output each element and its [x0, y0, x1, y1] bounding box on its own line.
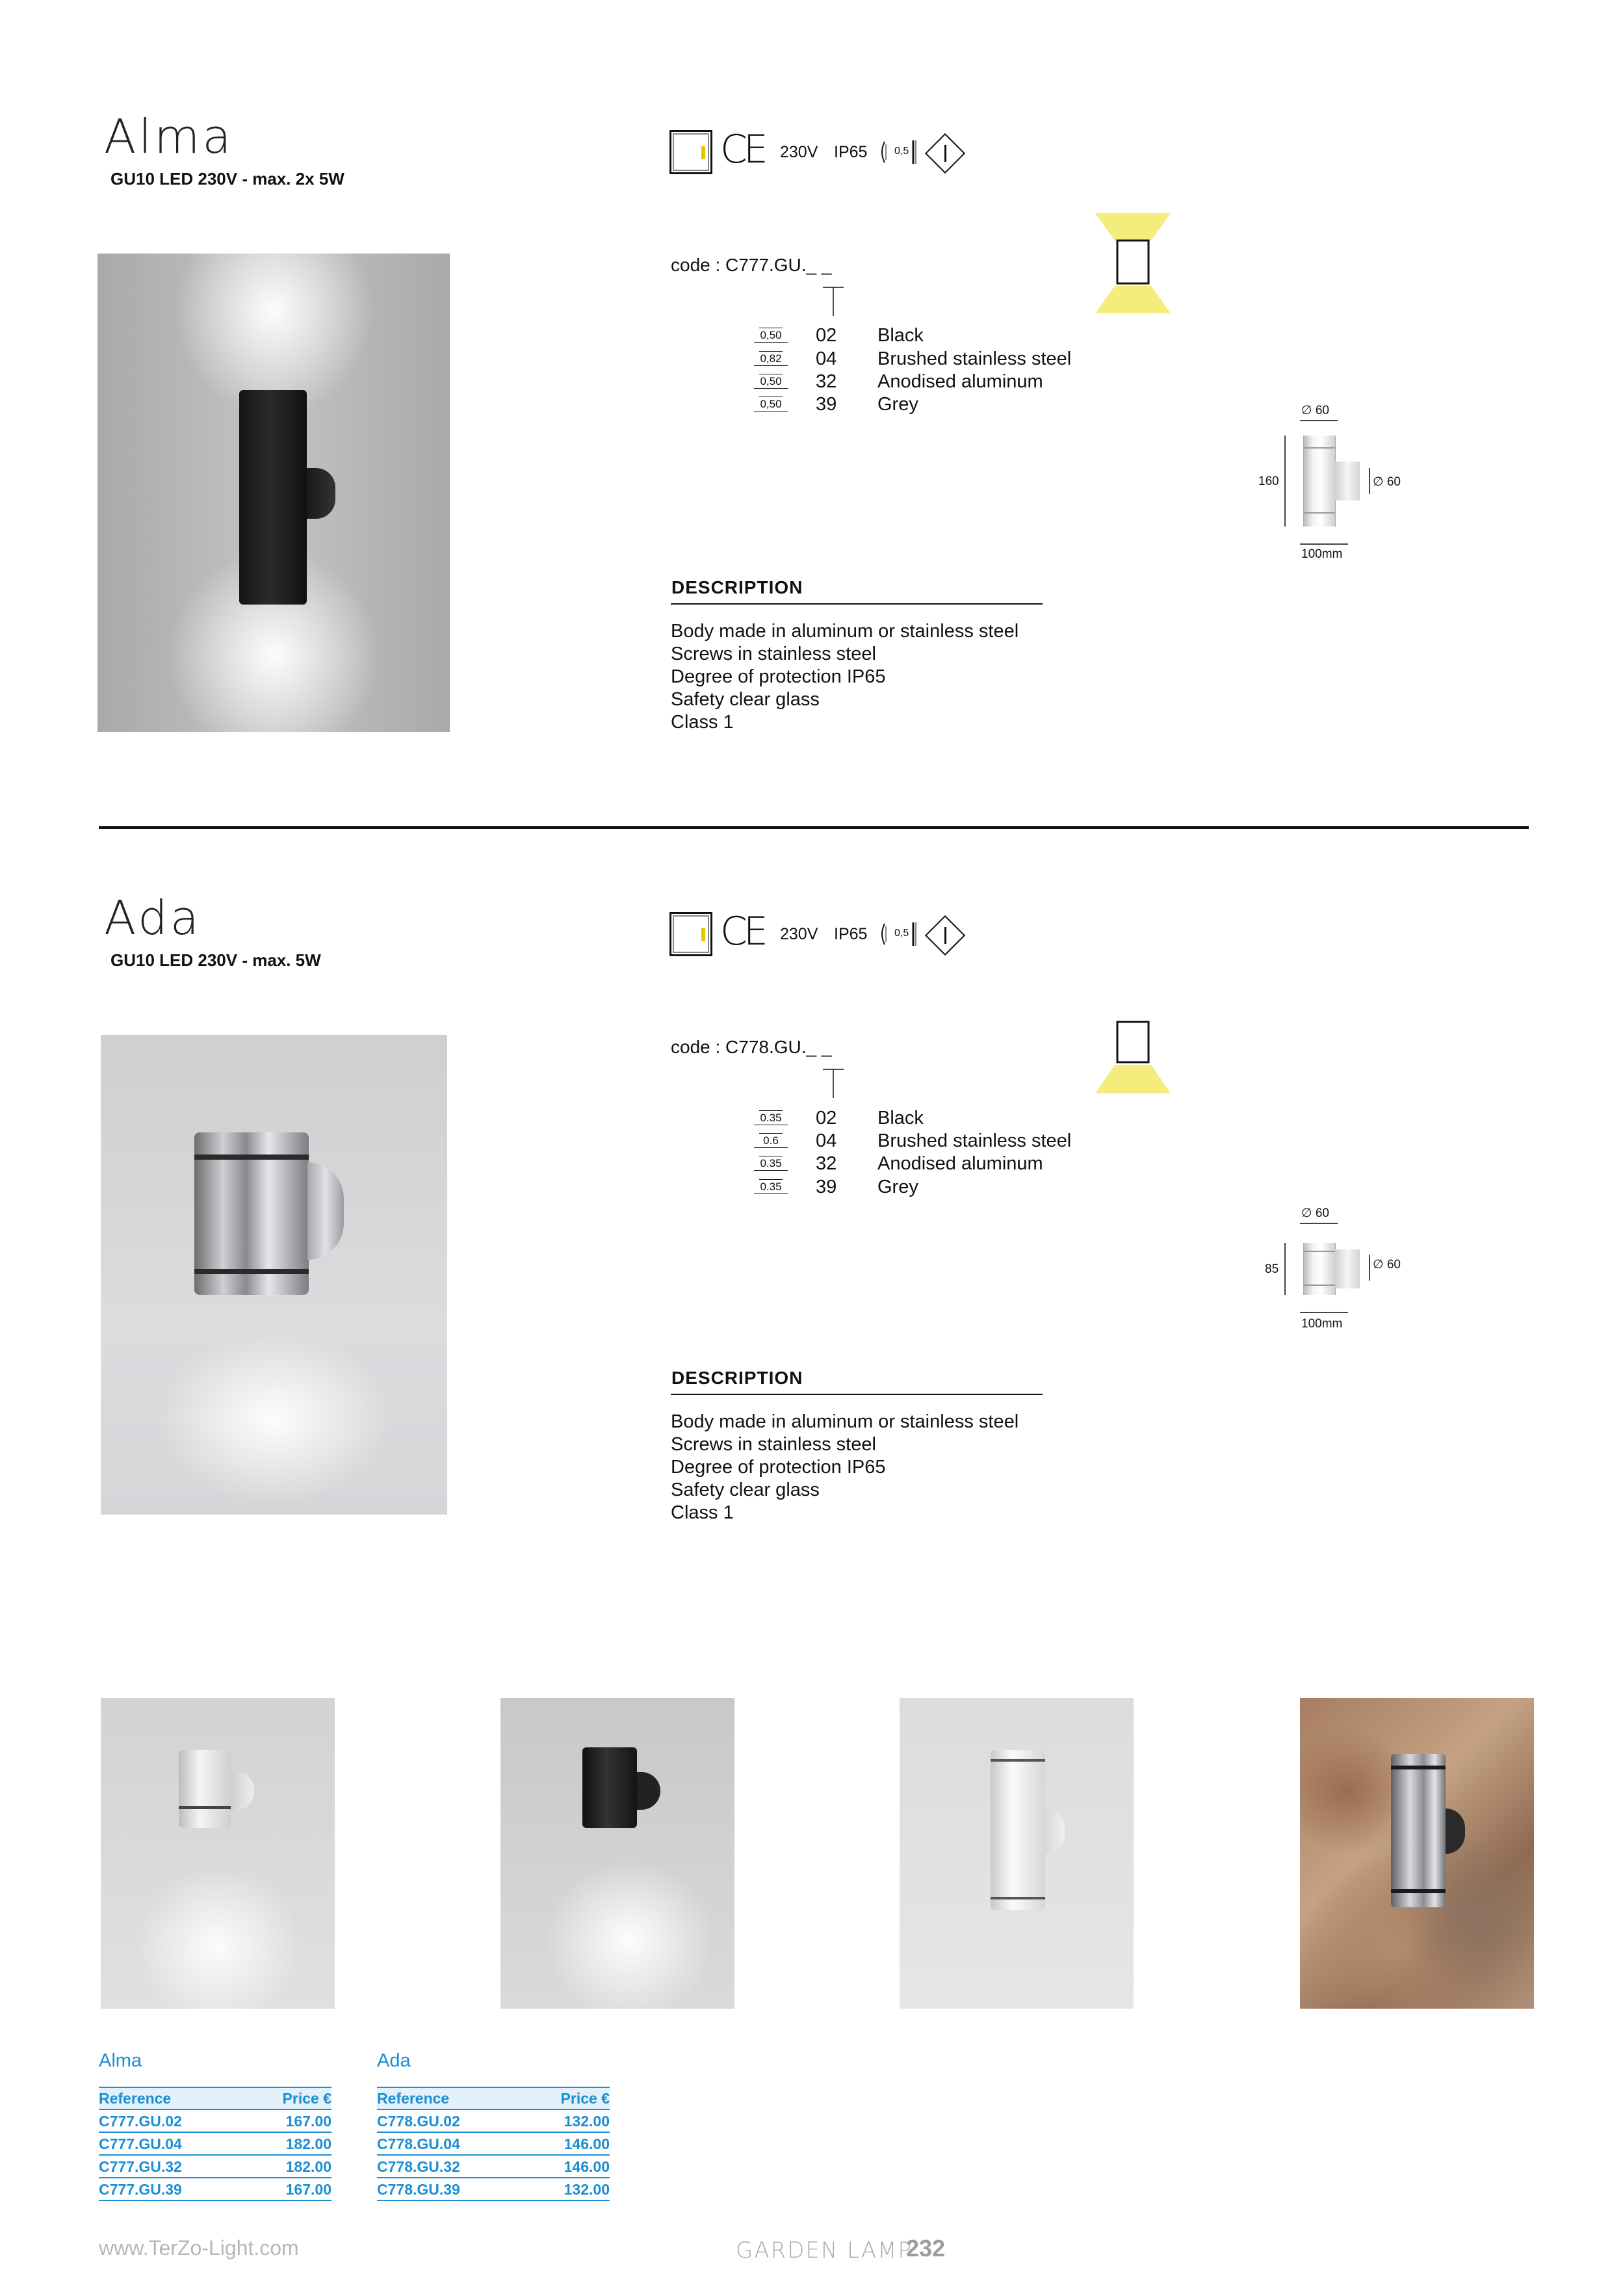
- table-cell-price: 146.00: [564, 2158, 610, 2175]
- weight-badge: 0,50: [754, 329, 788, 343]
- table-cell-reference: C778.GU.32: [377, 2158, 460, 2175]
- column-header-reference: Reference: [99, 2090, 172, 2107]
- dim-side-diameter: ∅ 60: [1373, 475, 1401, 489]
- column-header-price: Price €: [282, 2090, 331, 2107]
- variant-number: 02: [816, 325, 837, 346]
- voltage-label: 230V: [780, 143, 818, 161]
- column-header-price: Price €: [560, 2090, 610, 2107]
- description-line: Class 1: [671, 712, 734, 733]
- section-divider: [99, 826, 1529, 829]
- variant-number: 39: [816, 394, 837, 415]
- table-cell-price: 132.00: [564, 2113, 610, 2130]
- description-divider: [671, 603, 1043, 605]
- dim-line: [1300, 1223, 1338, 1224]
- page-number: 232: [906, 2235, 946, 2262]
- product-photo-ada: [101, 1035, 447, 1515]
- table-cell-reference: C777.GU.02: [99, 2113, 182, 2130]
- class-diamond-icon: [931, 921, 959, 950]
- variant-label: Black: [877, 1108, 924, 1128]
- dim-top-diameter: ∅ 60: [1301, 1207, 1329, 1220]
- description-line: Body made in aluminum or stainless steel: [671, 1411, 1019, 1432]
- description-line: Body made in aluminum or stainless steel: [671, 621, 1019, 642]
- footer-website-link[interactable]: www.TerZo-Light.com: [99, 2236, 299, 2260]
- ip-rating-label: IP65: [834, 925, 868, 943]
- variant-number: 32: [816, 1153, 837, 1174]
- distance-value: 0,5: [894, 146, 909, 157]
- variant-number: 32: [816, 371, 837, 392]
- lamp-drawing-mount: [1335, 462, 1360, 501]
- description-divider: [671, 1394, 1043, 1395]
- lamp-body-shape: [194, 1132, 309, 1295]
- dim-top-diameter: ∅ 60: [1301, 404, 1329, 417]
- led-fixture-icon: [669, 912, 712, 956]
- dim-side-diameter: ∅ 60: [1373, 1258, 1401, 1272]
- dim-line: [1284, 436, 1286, 527]
- gallery-photo-3: [900, 1698, 1134, 2009]
- description-line: Screws in stainless steel: [671, 644, 876, 664]
- description-body-ada: [671, 1411, 1019, 1524]
- table-cell-reference: C777.GU.39: [99, 2181, 182, 2198]
- product-title-ada: Ada: [104, 891, 201, 945]
- product-code-ada: code : C778.GU._ _: [671, 1037, 832, 1057]
- gallery-photo-2: [500, 1698, 734, 2009]
- dim-height: 85: [1265, 1262, 1279, 1276]
- gallery-photo-4: [1300, 1698, 1534, 2009]
- dim-line: [1284, 1243, 1286, 1295]
- variant-label: Anodised aluminum: [877, 371, 1043, 392]
- variant-number: 39: [816, 1177, 837, 1197]
- dim-line: [1300, 1312, 1348, 1313]
- description-line: Class 1: [671, 1502, 734, 1523]
- dim-height: 160: [1258, 475, 1279, 488]
- description-body-alma: [671, 620, 1019, 734]
- variant-number: 02: [816, 1108, 837, 1128]
- ce-mark-icon: CE: [720, 909, 764, 954]
- table-cell-price: 182.00: [285, 2135, 331, 2152]
- variant-label: Brushed stainless steel: [877, 1130, 1072, 1151]
- ce-mark-icon: CE: [720, 127, 764, 172]
- description-line: Screws in stainless steel: [671, 1434, 876, 1455]
- weight-badge: 0,50: [754, 398, 788, 411]
- dim-line: [1369, 1255, 1370, 1281]
- lamp-mount-shape: [307, 1162, 344, 1260]
- weight-badge: 0.35: [754, 1112, 788, 1125]
- footer-category: GARDEN LAMP: [736, 2237, 913, 2263]
- description-line: Safety clear glass: [671, 1480, 820, 1500]
- lamp-drawing-body: [1303, 1243, 1336, 1295]
- price-table-title-ada: Ada: [377, 2050, 411, 2071]
- product-photo-alma: [97, 254, 450, 732]
- description-line: Safety clear glass: [671, 689, 820, 710]
- weight-badge: 0.35: [754, 1181, 788, 1194]
- table-cell-reference: C777.GU.04: [99, 2135, 182, 2152]
- lamp-drawing-mount: [1335, 1249, 1360, 1288]
- price-table-title-alma: Alma: [99, 2050, 142, 2071]
- table-cell-price: 146.00: [564, 2135, 610, 2152]
- code-pointer-icon: [820, 1068, 846, 1099]
- lamp-mount-shape: [307, 468, 335, 519]
- variant-label: Black: [877, 325, 924, 346]
- weight-badge: 0,50: [754, 375, 788, 389]
- variant-label: Brushed stainless steel: [877, 348, 1072, 369]
- variant-label: Grey: [877, 394, 918, 415]
- product-title-alma: Alma: [104, 109, 234, 164]
- variant-number: 04: [816, 1130, 837, 1151]
- class-diamond-icon: [931, 139, 959, 168]
- price-table-alma: [99, 2087, 331, 2197]
- description-title-ada: DESCRIPTION: [671, 1368, 803, 1388]
- table-cell-price: 132.00: [564, 2181, 610, 2198]
- variant-label: Grey: [877, 1177, 918, 1197]
- led-fixture-icon: [669, 130, 712, 174]
- down-beam-icon: [1095, 1021, 1171, 1095]
- column-header-reference: Reference: [377, 2090, 450, 2107]
- dim-line: [1300, 543, 1348, 545]
- table-cell-reference: C778.GU.02: [377, 2113, 460, 2130]
- product-subtitle-ada: GU10 LED 230V - max. 5W: [110, 950, 321, 970]
- price-table-ada: [377, 2087, 610, 2197]
- lamp-body-shape: [239, 390, 307, 605]
- description-line: Degree of protection IP65: [671, 666, 886, 687]
- weight-badge: 0.6: [754, 1134, 788, 1148]
- description-title-alma: DESCRIPTION: [671, 577, 803, 597]
- table-cell-reference: C778.GU.04: [377, 2135, 460, 2152]
- lamp-drawing-body: [1303, 436, 1336, 527]
- code-pointer-icon: [820, 286, 846, 317]
- distance-value: 0,5: [894, 928, 909, 939]
- variant-number: 04: [816, 348, 837, 369]
- dim-line: [1300, 420, 1338, 421]
- variant-label: Anodised aluminum: [877, 1153, 1043, 1174]
- table-cell-reference: C777.GU.32: [99, 2158, 182, 2175]
- table-cell-price: 182.00: [285, 2158, 331, 2175]
- table-cell-reference: C778.GU.39: [377, 2181, 460, 2198]
- dim-width: 100mm: [1301, 1317, 1343, 1331]
- weight-badge: 0,82: [754, 352, 788, 366]
- ip-rating-label: IP65: [834, 143, 868, 161]
- gallery-photo-1: [101, 1698, 335, 2009]
- weight-badge: 0.35: [754, 1157, 788, 1171]
- dim-line: [1369, 468, 1370, 494]
- table-cell-price: 167.00: [285, 2181, 331, 2198]
- table-cell-price: 167.00: [285, 2113, 331, 2130]
- voltage-label: 230V: [780, 925, 818, 943]
- product-code-alma: code : C777.GU._ _: [671, 255, 832, 275]
- dim-width: 100mm: [1301, 547, 1343, 561]
- product-subtitle-alma: GU10 LED 230V - max. 2x 5W: [110, 169, 344, 189]
- up-down-beam-icon: [1095, 213, 1171, 313]
- description-line: Degree of protection IP65: [671, 1457, 886, 1478]
